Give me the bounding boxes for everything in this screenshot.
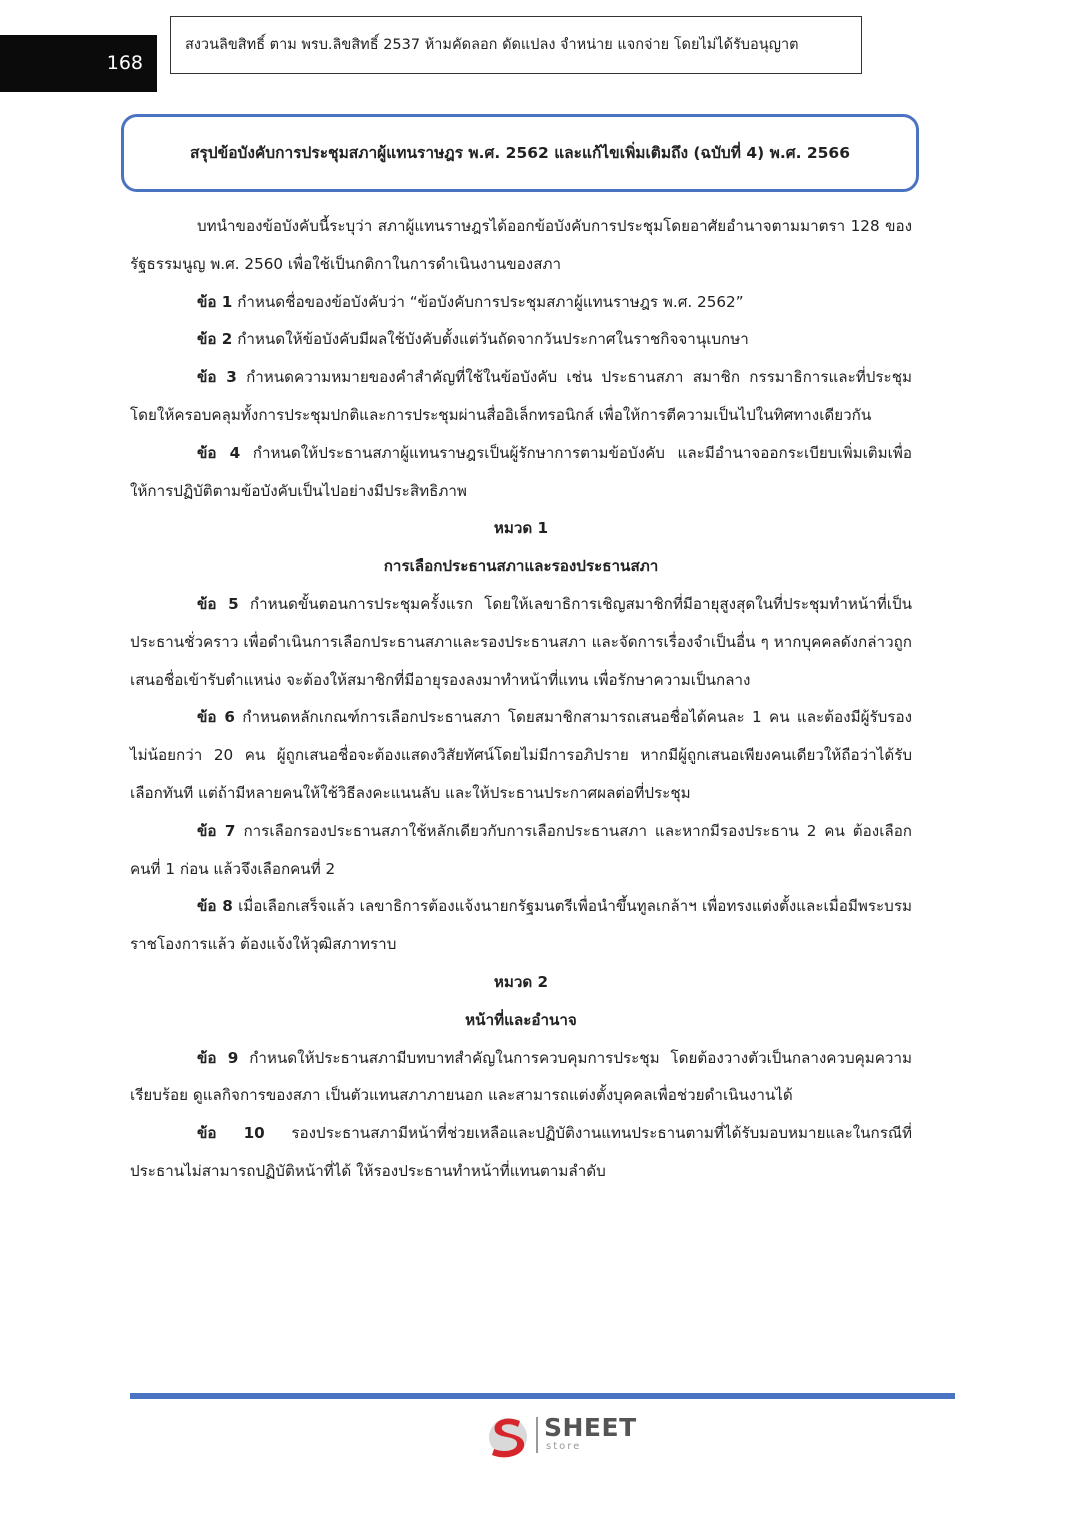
article-paragraph: [130, 435, 912, 511]
logo-text: SHEET: [544, 1413, 637, 1442]
article-text: กำหนดชื่อของข้อบังคับว่า “ข้อบังคับการประชุมสภาผู้แทนราษฎร พ.ศ. 2562”: [237, 292, 744, 311]
article-label: ข้อ 9: [197, 1048, 239, 1067]
chapter-number: หมวด 2: [493, 972, 549, 991]
article-paragraph: [130, 359, 912, 435]
article-text: กำหนดขั้นตอนการประชุมครั้งแรก โดยให้เลขาธิการเชิญสมาชิกที่มีอายุสูงสุดในที่ประชุมทำหน้าที่เป็นประธานชั่วคราว เพื่อดำเนินการเลือกประธานสภาและรองประธานสภา และจัดการเรื่องจำเป็นอื่น ๆ หากบุคคลดังกล่าวถูกเสนอชื่อเข้ารับตำแหน่ง จะต้องให้สมาชิกที่มีอายุรองลงมาทำหน้าที่แทน เพื่อรักษาความเป็นกลาง: [130, 594, 912, 689]
article-text: กำหนดหลักเกณฑ์การเลือกประธานสภา โดยสมาชิกสามารถเสนอชื่อได้คนละ 1 คน และต้องมีผู้รับรองไม่น้อยกว่า 20 คน ผู้ถูกเสนอชื่อจะต้องแสดงวิสัยทัศน์โดยไม่มีการอภิปราย หากมีผู้ถูกเสนอเพียงคนเดียวให้ถือว่าได้รับเลือกทันที แต่ถ้ามีหลายคนให้ใช้วิธีลงคะแนนลับ และให้ประธานประกาศผลต่อที่ประชุม: [130, 708, 912, 802]
article-text: กำหนดให้ประธานสภามีบทบาทสำคัญในการควบคุมการประชุม โดยต้องวางตัวเป็นกลางควบคุมความเรียบร้อย ดูแลกิจการของสภา เป็นตัวแทนสภาภายนอก และสามารถแต่งตั้งบุคคลเพื่อช่วยดำเนินงานได้: [130, 1048, 913, 1105]
article-text: เมื่อเลือกเสร็จแล้ว เลขาธิการต้องแจ้งนายกรัฐมนตรีเพื่อนำขึ้นทูลเกล้าฯ เพื่อทรงแต่งตั้งและเมื่อมีพระบรมราชโองการแล้ว ต้องแจ้งให้วุฒิสภาทราบ: [130, 897, 912, 954]
article-paragraph: [130, 699, 912, 812]
article-label: ข้อ 3: [197, 368, 237, 387]
article-text: การเลือกรองประธานสภาใช้หลักเดียวกับการเลือกประธานสภา และหากมีรองประธาน 2 คน ต้องเลือกคนที่ 1 ก่อน แล้วจึงเลือกคนที่ 2: [130, 821, 913, 878]
article-label: ข้อ 5: [197, 594, 239, 613]
article-paragraph: [130, 1115, 912, 1191]
article-paragraph: [130, 586, 912, 699]
chapter-number: หมวด 1: [493, 519, 549, 538]
article-text: รองประธานสภามีหน้าที่ช่วยเหลือและปฏิบัติงานแทนประธานตามที่ได้รับมอบหมายและในกรณีที่ประธานไม่สามารถปฏิบัติหน้าที่ได้ ให้รองประธานทำหน้าที่แทนตามลำดับ: [130, 1124, 912, 1180]
document-body: [130, 208, 912, 1191]
sheet-store-logo: [486, 1411, 636, 1461]
chapter-title: หน้าที่และอำนาจ: [465, 1010, 577, 1029]
logo-subtext: store: [546, 1441, 582, 1452]
article-label: ข้อ 4: [197, 443, 241, 462]
article-text: กำหนดความหมายของคำสำคัญที่ใช้ในข้อบังคับ เช่น ประธานสภา สมาชิก กรรมาธิการและที่ประชุม โดยให้ครอบคลุมทั้งการประชุมปกติและการประชุมผ่านสื่ออิเล็กทรอนิกส์ เพื่อให้การตีความเป็นไปในทิศทางเดียวกัน: [130, 368, 913, 424]
logo-divider: [536, 1417, 538, 1453]
article-label: ข้อ 6: [197, 708, 235, 727]
article-text: กำหนดให้ข้อบังคับมีผลใช้บังคับตั้งแต่วันถัดจากวันประกาศในราชกิจจานุเบกษา: [237, 330, 749, 349]
article-label: ข้อ 8: [197, 897, 233, 916]
article-paragraph: [130, 888, 912, 964]
article-label: ข้อ 10: [197, 1124, 265, 1143]
logo-s-icon: [486, 1411, 532, 1459]
article-label: ข้อ 7: [197, 821, 236, 840]
intro-paragraph: บทนำของข้อบังคับนี้ระบุว่า สภาผู้แทนราษฎรได้ออกข้อบังคับการประชุมโดยอาศัยอำนาจตามมาตรา 128 ของรัฐธรรมนูญ พ.ศ. 2560 เพื่อใช้เป็นกติกาในการดำเนินงานของสภา: [130, 217, 912, 273]
article-paragraph: [130, 813, 912, 889]
page-number: 168: [0, 35, 157, 92]
article-text: กำหนดให้ประธานสภาผู้แทนราษฎรเป็นผู้รักษาการตามข้อบังคับ และมีอำนาจออกระเบียบเพิ่มเติมเพื่อให้การปฏิบัติตามข้อบังคับเป็นไปอย่างมีประสิทธิภาพ: [130, 443, 912, 500]
footer-divider: [130, 1393, 955, 1399]
article-paragraph: [130, 284, 912, 322]
document-title: สรุปข้อบังคับการประชุมสภาผู้แทนราษฎร พ.ศ. 2562 และแก้ไขเพิ่มเติมถึง (ฉบับที่ 4) พ.ศ. 2566: [121, 114, 919, 192]
copyright-notice: สงวนลิขสิทธิ์ ตาม พรบ.ลิขสิทธิ์ 2537 ห้ามคัดลอก ดัดแปลง จำหน่าย แจกจ่าย โดยไม่ได้รับอนุญาต: [170, 16, 862, 74]
article-label: ข้อ 2: [197, 330, 233, 349]
article-paragraph: [130, 321, 912, 359]
article-label: ข้อ 1: [197, 292, 233, 311]
chapter-title: การเลือกประธานสภาและรองประธานสภา: [383, 557, 659, 576]
article-paragraph: [130, 1040, 912, 1116]
